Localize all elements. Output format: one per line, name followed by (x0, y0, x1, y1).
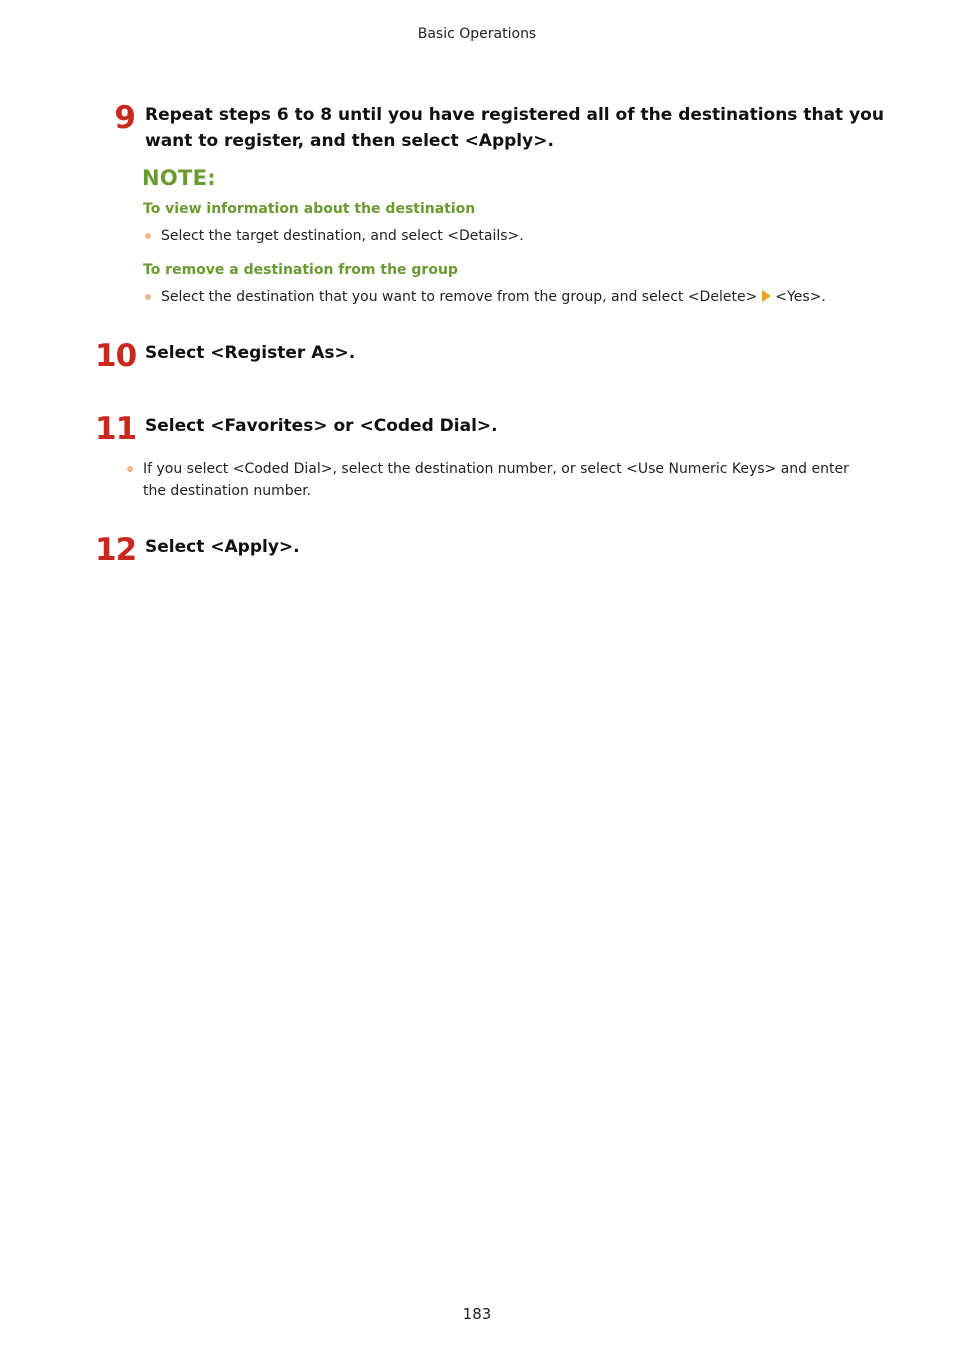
step-10 (95, 338, 885, 374)
running-header: Basic Operations (417, 26, 537, 42)
bullet-dot-icon (145, 294, 151, 300)
bullet-text-after-arrow: <Yes>. (775, 289, 826, 305)
step-12 (95, 532, 885, 568)
note-bullet-remove (161, 286, 881, 308)
step-title: Select <Apply>. (145, 537, 300, 557)
bullet-dot-icon (145, 233, 151, 239)
step-11-bullet: If you select <Coded Dial>, select the destination number, or select <Use Numeric Keys> and enter the destination number. (143, 461, 849, 499)
step-11 (95, 411, 885, 447)
step-title: Select <Favorites> or <Coded Dial>. (145, 416, 498, 436)
bullet-text: Select the destination that you want to remove from the group, and select <Delete> (161, 289, 758, 305)
step-number: 10 (95, 338, 137, 374)
bullet-dot-icon (127, 466, 133, 472)
note-subheading-view-info: To view information about the destination (143, 201, 476, 217)
step-number: 12 (95, 532, 137, 568)
note-subheading-remove: To remove a destination from the group (143, 262, 458, 278)
step-title: Select <Register As>. (145, 343, 356, 363)
step-9 (95, 102, 885, 154)
note-label: NOTE: (142, 166, 216, 190)
step-title: Repeat steps 6 to 8 until you have registered all of the destinations that you want to register, and then select <Apply>. (145, 105, 884, 151)
page-number: 183 (462, 1305, 492, 1323)
step-number: 11 (95, 411, 137, 447)
step-number: 9 (114, 100, 135, 136)
note-bullet-view-info: Select the target destination, and select <Details>. (161, 228, 524, 244)
arrow-right-icon (762, 290, 771, 302)
